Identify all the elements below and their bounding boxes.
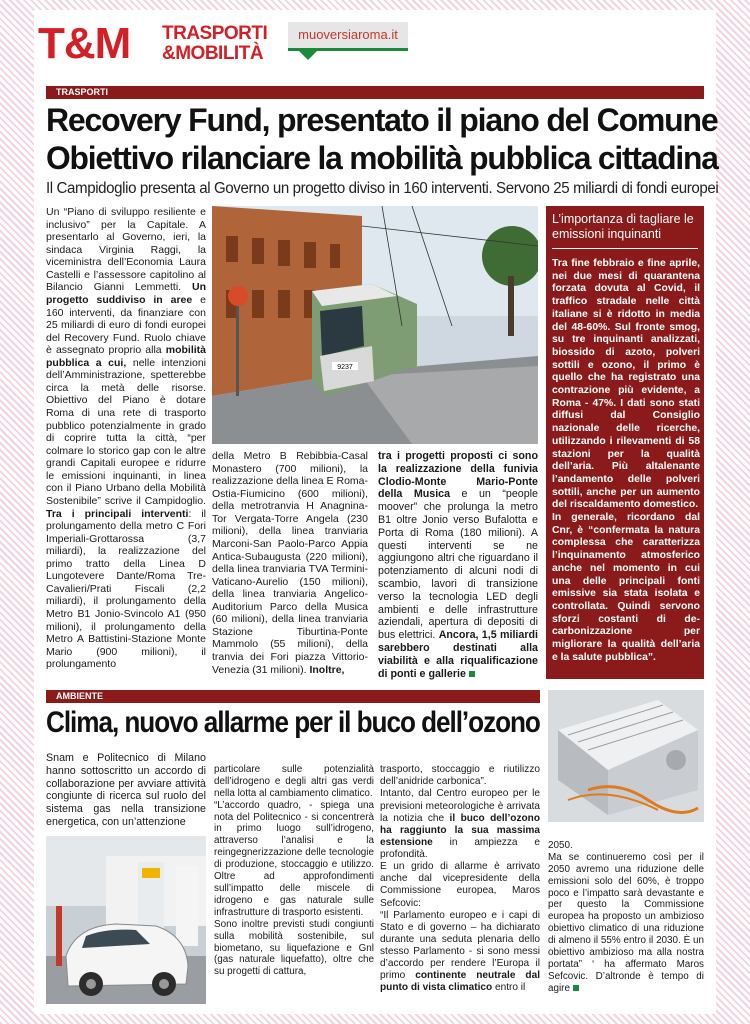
bold-run: il buco dell’ozono ha raggiunto la sua massima estensione bbox=[380, 812, 540, 848]
sidebar-box bbox=[546, 206, 704, 679]
article1-col1-text bbox=[46, 206, 206, 671]
article2-col4-text bbox=[548, 840, 704, 995]
text-run: nelle intenzioni dell’Amministrazione, spetterebbe circa la metà delle risorse. Obiettivo del Piano è dotare Roma di una rete di trasporto pubblico potenzialmente in grado di coprire tutta la città, “per colmare lo storico gap con le altre grandi Capitali europee e ridurre le emissioni inquinanti, in linea con il Piano Urbano della Mobilità Sostenibile” scrive il Campidoglio. bbox=[46, 356, 206, 507]
text-run: particolare sulle potenzialità dell’idrogeno e degli altri gas verdi nella lotta al cambiamento climatico. “L’accordo quadro, - spiega una nota del Politecnico - si concentrerà in primo luogo sull’idrogeno, attraverso l’analisi e la reingegnerizzazione delle tecnologie di produzione, stoccaggio e utilizzo. Oltre ad approfondimenti sull’impatto delle miscele di idrogeno e gas naturale sulle infrastrutture di trasporto esistenti. Sono inoltre previsti studi congiunti sulla mobilità sostenibile, sul biometano, su liquefazione e Gnl (gas naturale liquefatto), oltre che su progetti di cattura, bbox=[214, 763, 374, 978]
sidebar-title: L’importanza di tagliare le emissioni inquinanti bbox=[552, 212, 694, 241]
text-run: 2050. Ma se continueremo così per il 2050 avremo una riduzione delle emissioni solo del 60%, è troppo poco e l’impatto sarà devastante e per questo la Commissione europea ha proposto un ambizioso obiettivo climatico di una riduzione di almeno il 55% entro il 2030. È un obiettivo ambizioso ma alla nostra portata” ‘ ha affermato Maros Sefcovic. D’altronde è tempo di agire bbox=[548, 839, 704, 994]
article1-column2 bbox=[212, 450, 368, 680]
article2-column2 bbox=[214, 752, 374, 1007]
bold-run: Un progetto suddiviso in aree bbox=[46, 281, 206, 306]
logo-line1: TRASPORTI bbox=[162, 23, 268, 44]
section-label-ambiente: AMBIENTE bbox=[46, 690, 540, 703]
text-run: trasporto, stoccaggio e riutilizzo dell’anidride carbonica”. Intanto, dal Centro europeo per le previsioni meteorologiche è arrivata la notizia che bbox=[380, 764, 540, 824]
tram-number: 9237 bbox=[337, 364, 353, 371]
article2-col2-text bbox=[214, 764, 374, 978]
text-run: in ampiezza e profondità. E un grido di allarme è arrivato anche dal vicepresidente della Commissione europea, Maros Sefcovic: “Il Parlamento europeo e i capi di Stato e di governo – ha dichiarato durante una seduta plenaria dello stesso Parlamento - si sono messi d’accordo per rendere l’Europa il primo bbox=[380, 836, 540, 982]
text-run: : il prolungamento della metro C Fori Imperiali-Grottarossa (3,7 miliardi), la realizzazione del primo tratto della Linea D Lungotevere Dante/Roma Tre-Cavalieri/Prati Fiscali (2,2 miliardi), il prolungamento della Metro B1 Jonio-Svincolo A1 (950 milioni), il prolungamento della Metro A Battistini-Stazione Monte Mario (900 milioni), il prolungamento bbox=[46, 507, 206, 671]
sidebar-divider bbox=[552, 248, 698, 249]
bold-run: Tra i principali interventi bbox=[46, 507, 189, 520]
end-mark-icon bbox=[573, 985, 579, 991]
logo-main: T&M bbox=[38, 19, 131, 68]
article2-column1 bbox=[46, 752, 206, 832]
site-url[interactable]: muoversiaroma.it bbox=[288, 22, 408, 51]
section-label-trasporti: TRASPORTI bbox=[46, 86, 704, 99]
article2-column3 bbox=[380, 752, 540, 1007]
end-mark-icon bbox=[469, 671, 475, 677]
logo-line2: &MOBILITÀ bbox=[162, 43, 264, 64]
article2-col3-text bbox=[380, 764, 540, 994]
tram-photo bbox=[212, 206, 538, 444]
bold-run: continente neutrale dal punto di vista climatico bbox=[380, 970, 540, 994]
text-run: Un “Piano di sviluppo resiliente e inclusivo” per la Capitale. A presentarlo al Governo, ieri, la sindaca Virginia Raggi, la viceministra dell’Economia Laura Castelli e l’assessore capitolino al Bilancio Gianni Lemmetti. bbox=[46, 206, 206, 294]
hydrogen-engine-photo bbox=[548, 690, 704, 822]
article2-title: Clima, nuovo allarme per il buco dell’ozono bbox=[46, 706, 540, 739]
article1-col2-text bbox=[212, 450, 368, 676]
hydrogen-car-photo bbox=[46, 836, 206, 1004]
newspaper-page bbox=[34, 10, 719, 1014]
tm-logo bbox=[38, 18, 286, 74]
article1-subtitle: Il Campidoglio presenta al Governo un progetto diviso in 160 interventi. Servono 25 miliardi di fondi europei bbox=[46, 180, 719, 197]
article1-column3 bbox=[378, 450, 538, 680]
article1-column1 bbox=[46, 206, 206, 676]
bold-run: mobilità pubblica a cui, bbox=[46, 344, 206, 369]
sidebar-text: Tra fine febbraio e fine aprile, nei due mesi di quarantena forzata dovuta al Covid, il traffico stradale nelle città italiane si è ridotto in media del 48-60%. Sul fronte smog, su tre inquinanti analizzati, biossido di azoto, polveri sottili e ozono, il primo è quello che ha registrato una contrazione più evidente, a Roma - 47%. I dati sono stati diffusi dal Consiglio nazionale delle ricerche, utilizzando i rilevamenti di 58 stazioni per la qualità dell’aria. Più altalenante l’andamento delle polveri sottili, anche per un aumento del riscaldamento domestico. In generale, ricordano dal Cnr, è “confermata la natura complessa che caratterizza l’inquinamento atmosferico anche nel momento in cui una delle principali fonti emissive sia stata isolata e controllata. Quindi servono sforzi costanti di de-carbonizzazione per migliorare la qualità dell’aria e la salute pubblica”. bbox=[552, 258, 700, 663]
bold-run: tra i progetti proposti ci sono la realizzazione della funivia Clodio-Monte Mario-Ponte della Musica bbox=[378, 450, 538, 501]
site-arrow-icon bbox=[296, 48, 320, 60]
bold-run: Ancora, 1,5 miliardi sarebbero destinati alla viabilità e alla riqualificazione di ponti e gallerie bbox=[378, 629, 538, 680]
bold-run: Inoltre, bbox=[309, 663, 345, 676]
text-run: entro il bbox=[492, 982, 526, 994]
article2-column4 bbox=[548, 828, 704, 1008]
article1-title-line1: Recovery Fund, presentato il piano del Comune bbox=[46, 102, 718, 138]
text-run: e 160 interventi, da finanziare con 25 miliardi di euro di fondi europei del Recovery Fund. Ruolo chiave è assegnato proprio alla bbox=[46, 293, 206, 357]
text-run: e un “people moover” che prolunga la metro B1 oltre Jonio verso Bufalotta e Porta di Roma (180 milioni). A questi interventi se ne aggiungono altri che riguardano il potenziamento di alcuni nodi di scambio, lavori di transizione verso la tecnologia LED degli ambienti e delle infrastrutture aziendali, apertura di depositi di bus elettrici. bbox=[378, 488, 538, 642]
text-run: della Metro B Rebibbia-Casal Monastero (700 milioni), la realizzazione della linea E Roma-Ostia-Fiumicino (600 milioni), della metrotranvia H Anagnina-Tor Vergata-Torre Angela (230 milioni), della linea tranviaria Marconi-San Paolo-Parco Appia Antica-Subaugusta (220 milioni), della linea tranviaria TVA Termini-Vaticano-Aurelio (150 milioni), della linea tranviaria Angelico-Auditorium Parco della Musica (60 milioni), della linea tranviaria Stazione Tiburtina-Ponte Mammolo (55 milioni), della tranvia dei Fori piazza Vittorio-Venezia (31 milioni). bbox=[212, 450, 368, 676]
text-run: Snam e Politecnico di Milano hanno sottoscritto un accordo di collaborazione per avviare attività congiunte di ricerca sul ruolo del sistema gas nella transizione energetica, con un’attenzione bbox=[46, 752, 206, 828]
article2-col1-text bbox=[46, 752, 206, 829]
article1-col3-text bbox=[378, 450, 538, 680]
article1-title-line2: Obiettivo rilanciare la mobilità pubblica cittadina bbox=[46, 140, 718, 176]
